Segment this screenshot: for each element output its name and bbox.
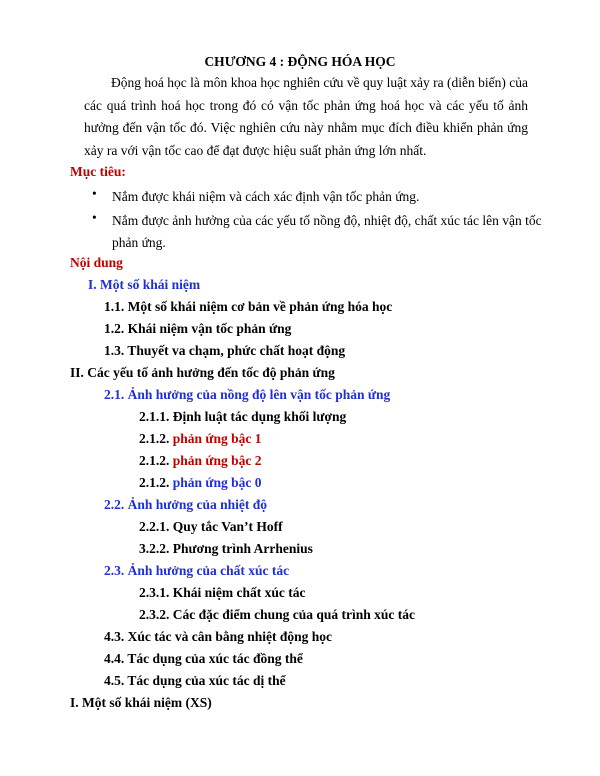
bullet-marker: • bbox=[92, 186, 97, 201]
objective-item: Nắm được khái niệm và cách xác định vận tốc phản ứng. bbox=[112, 189, 420, 204]
content-heading: Nội dung bbox=[70, 255, 123, 270]
bullet-marker: • bbox=[92, 210, 97, 225]
outline-item-2-1-2-order2 bbox=[139, 453, 262, 469]
item-number: 2.1.2. bbox=[139, 453, 170, 468]
outline-section-1: I. Một số khái niệm bbox=[88, 277, 201, 292]
outline-item-2-1-2-order0 bbox=[139, 475, 262, 491]
outline-item-4-4: 4.4. Tác dụng của xúc tác đồng thể bbox=[104, 651, 303, 666]
outline-item-1-1: 1.1. Một số khái niệm cơ bản về phản ứng hóa học bbox=[104, 299, 393, 314]
item-text: phản ứng bậc 2 bbox=[172, 453, 262, 468]
intro-text: Động hoá học là môn khoa học nghiên cứu về quy luật xảy ra (diễn biến) của các quá trình hoá học trong đó có vận tốc phản ứng hoá học và các yếu tố ảnh hưởng đến vận tốc đó. Việc nghiên cứu này nhằm mục đích điều khiển phản ứng xảy ra với vận tốc cao để đạt được hiệu suất phản ứng lớn nhất. bbox=[84, 75, 528, 158]
outline-item-2-3-1: 2.3.1. Khái niệm chất xúc tác bbox=[139, 585, 306, 600]
outline-item-2-1-1: 2.1.1. Định luật tác dụng khối lượng bbox=[139, 409, 347, 424]
outline-item-4-5: 4.5. Tác dụng của xúc tác dị thể bbox=[104, 673, 286, 688]
outline-item-4-3: 4.3. Xúc tác và cân bằng nhiệt động học bbox=[104, 629, 333, 644]
outline-item-2-2: 2.2. Ảnh hưởng của nhiệt độ bbox=[104, 497, 267, 512]
outline-item-2-3-2: 2.3.2. Các đặc điểm chung của quá trình xúc tác bbox=[139, 607, 416, 622]
item-number: 2.1.2. bbox=[139, 431, 170, 446]
outline-item-2-3: 2.3. Ảnh hưởng của chất xúc tác bbox=[104, 563, 290, 578]
outline-section-2: II. Các yếu tố ảnh hưởng đến tốc độ phản ứng bbox=[70, 365, 335, 380]
outline-item-1-3: 1.3. Thuyết va chạm, phức chất hoạt động bbox=[104, 343, 346, 358]
chapter-title: CHƯƠNG 4 : ĐỘNG HÓA HỌC bbox=[204, 54, 396, 69]
item-text: phản ứng bậc 1 bbox=[172, 431, 262, 446]
outline-item-2-1-2-order1 bbox=[139, 431, 262, 447]
final-heading: I. Một số khái niệm (XS) bbox=[70, 695, 212, 710]
objective-item: Nắm được ảnh hưởng của các yếu tố nồng độ, nhiệt độ, chất xúc tác lên vận tốc phản ứng. bbox=[112, 213, 542, 250]
item-number: 2.1.2. bbox=[139, 475, 170, 490]
objectives-heading: Mục tiêu: bbox=[70, 164, 126, 179]
outline-item-3-2-2: 3.2.2. Phương trình Arrhenius bbox=[139, 541, 313, 556]
outline-item-2-2-1: 2.2.1. Quy tắc Van’t Hoff bbox=[139, 519, 283, 534]
outline-item-2-1: 2.1. Ảnh hưởng của nồng độ lên vận tốc phản ứng bbox=[104, 387, 391, 402]
item-text: phản ứng bậc 0 bbox=[172, 475, 262, 490]
intro-paragraph bbox=[84, 72, 528, 162]
outline-item-1-2: 1.2. Khái niệm vận tốc phản ứng bbox=[104, 321, 292, 336]
